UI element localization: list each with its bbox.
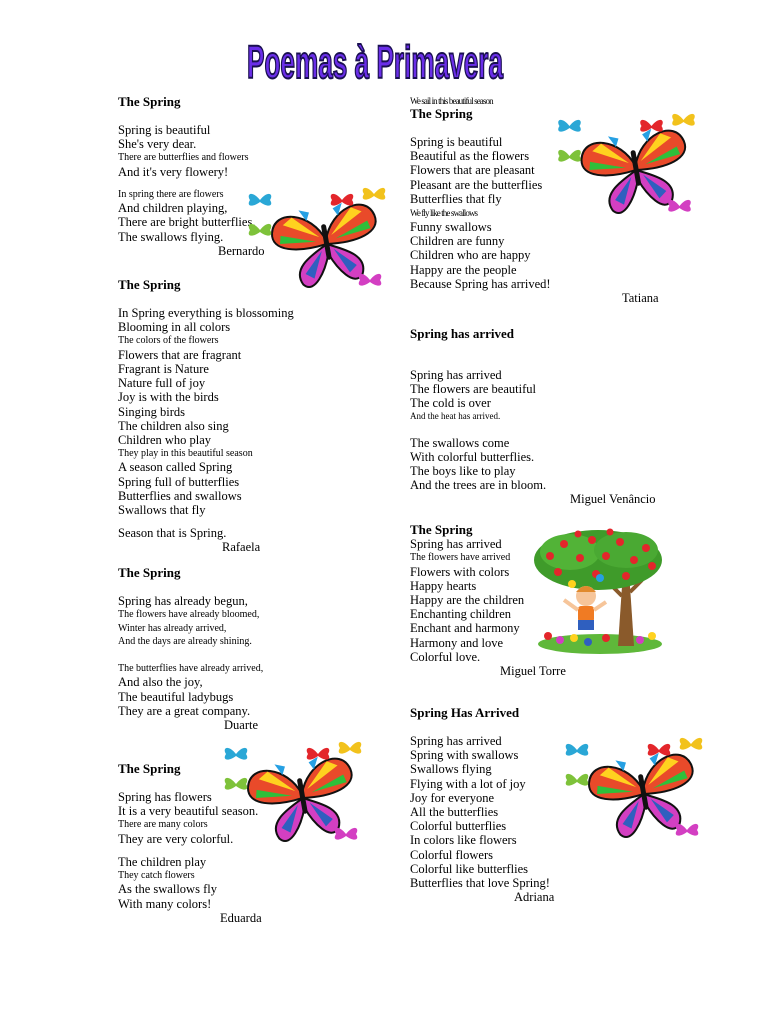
poem-line: Children are funny bbox=[410, 234, 505, 249]
poem-heading: The Spring bbox=[118, 94, 181, 109]
poem-line: Happy are the children bbox=[410, 592, 525, 607]
poem-author: Tatiana bbox=[622, 291, 659, 306]
poem-line: Season that is Spring. bbox=[118, 526, 227, 541]
poem-heading: Spring has arrived bbox=[410, 326, 515, 341]
poem-line: With colorful butterflies. bbox=[410, 449, 535, 464]
poem-line: Spring is beautiful bbox=[118, 123, 211, 137]
butterfly-cluster-3 bbox=[222, 736, 372, 848]
poem-line: They catch flowers bbox=[118, 870, 195, 882]
poem-line: Blooming in all colors bbox=[118, 320, 231, 335]
poem-line: They play in this beautiful season bbox=[118, 448, 253, 460]
poem-author: Duarte bbox=[224, 718, 259, 732]
poem-heading: The Spring bbox=[118, 565, 181, 580]
poem-line: Because Spring has arrived! bbox=[410, 276, 551, 291]
poem-line: Enchanting children bbox=[410, 607, 512, 622]
poem-line: The butterflies have already arrived, bbox=[118, 663, 264, 675]
poem-author: Eduarda bbox=[220, 910, 262, 925]
poem-line: Swallows that fly bbox=[118, 503, 206, 518]
poem-author: Adriana bbox=[514, 890, 555, 905]
poem-line: The swallows flying. bbox=[118, 229, 224, 244]
poem-line: Singing birds bbox=[118, 404, 186, 419]
poem-line: Joy is with the birds bbox=[118, 390, 219, 405]
page-title bbox=[240, 34, 510, 94]
poem-line: Spring with swallows bbox=[410, 748, 519, 763]
poem-line: We fly like the swallows bbox=[410, 208, 478, 219]
poem-preline: We sail in this beautiful season bbox=[410, 96, 493, 106]
poem-line: Flowers that are fragrant bbox=[118, 347, 242, 362]
poem-miguel-venancio bbox=[410, 327, 670, 507]
poem-line: There are butterflies and flowers bbox=[118, 152, 249, 164]
poem-line: In colors like flowers bbox=[410, 833, 517, 848]
poem-line: And the days are already shining. bbox=[118, 635, 252, 647]
poem-line: The cold is over bbox=[410, 396, 491, 411]
poem-line: The flowers have arrived bbox=[410, 552, 511, 564]
poem-line: There are many colors bbox=[118, 819, 208, 831]
poem-line: Happy hearts bbox=[410, 578, 477, 593]
poem-line: Nature full of joy bbox=[118, 376, 206, 391]
poem-heading: The Spring bbox=[410, 522, 473, 537]
poem-heading: The Spring bbox=[118, 761, 181, 776]
poem-line: As the swallows fly bbox=[118, 882, 217, 897]
poem-line: The flowers are beautiful bbox=[410, 382, 536, 397]
poem-author: Bernardo bbox=[218, 243, 265, 258]
poem-line: Winter has already arrived, bbox=[118, 622, 227, 634]
butterfly-cluster-2 bbox=[553, 108, 708, 220]
poem-line: Fragrant is Nature bbox=[118, 361, 209, 376]
poem-line: There are bright butterflies, bbox=[118, 215, 256, 230]
poem-line: Butterflies that love Spring! bbox=[410, 876, 550, 891]
poem-duarte bbox=[118, 566, 278, 732]
poem-line: Colorful like butterflies bbox=[410, 861, 529, 876]
poem-line: Colorful flowers bbox=[410, 847, 493, 862]
poem-line: Enchant and harmony bbox=[410, 621, 520, 636]
poem-author: Miguel Venâncio bbox=[570, 492, 656, 507]
poem-line: She's very dear. bbox=[118, 137, 197, 152]
poem-rafaela bbox=[118, 278, 318, 555]
poem-heading: Spring Has Arrived bbox=[410, 705, 520, 720]
poem-line: Happy are the people bbox=[410, 262, 517, 277]
poem-line: Flowers with colors bbox=[410, 564, 510, 579]
poem-line: And it's very flowery! bbox=[118, 164, 229, 179]
poem-line: Colorful butterflies bbox=[410, 819, 507, 834]
poem-line: A season called Spring bbox=[118, 460, 233, 475]
poem-line: The colors of the flowers bbox=[118, 335, 219, 347]
poem-line: Spring is beautiful bbox=[410, 135, 503, 149]
poem-line: Funny swallows bbox=[410, 220, 492, 235]
poem-line: All the butterflies bbox=[410, 805, 499, 820]
poem-author: Rafaela bbox=[222, 540, 261, 555]
poem-line: In Spring everything is blossoming bbox=[118, 306, 294, 320]
poem-line: Spring has already begun, bbox=[118, 594, 248, 608]
poem-line: The beautiful ladybugs bbox=[118, 689, 234, 704]
poem-line: The flowers have already bloomed, bbox=[118, 609, 260, 621]
page-title-art bbox=[240, 34, 510, 94]
poem-heading: The Spring bbox=[410, 106, 473, 121]
butterfly-cluster-1 bbox=[246, 182, 396, 294]
poem-line: Harmony and love bbox=[410, 635, 504, 650]
poem-line: And the heat has arrived. bbox=[410, 410, 501, 421]
butterfly-cluster-4 bbox=[563, 732, 713, 844]
poem-line: Beautiful as the flowers bbox=[410, 149, 530, 164]
poem-line: The swallows come bbox=[410, 435, 510, 450]
tree-child-illustration bbox=[530, 526, 662, 656]
poem-line: And the trees are in bloom. bbox=[410, 478, 547, 493]
poem-line: Butterflies that fly bbox=[410, 191, 502, 206]
poem-line: Flowers that are pleasant bbox=[410, 163, 535, 178]
poem-line: It is a very beautiful season. bbox=[118, 804, 259, 819]
poem-line: Children who play bbox=[118, 432, 212, 447]
poem-line: They are a great company. bbox=[118, 703, 251, 718]
poem-line: They are very colorful. bbox=[118, 831, 234, 846]
poem-line: Spring has arrived bbox=[410, 537, 502, 551]
poem-line: Butterflies and swallows bbox=[118, 488, 242, 503]
poem-line: Spring has arrived bbox=[410, 734, 502, 748]
poem-line: The boys like to play bbox=[410, 464, 516, 479]
poem-line: Joy for everyone bbox=[410, 790, 494, 805]
poem-line: Spring full of butterflies bbox=[118, 474, 240, 489]
poem-line: And children playing, bbox=[118, 201, 228, 216]
poem-line: With many colors! bbox=[118, 896, 212, 911]
poem-line: Pleasant are the butterflies bbox=[410, 177, 543, 192]
poem-heading: The Spring bbox=[118, 277, 181, 292]
poem-line: Flying with a lot of joy bbox=[410, 776, 526, 791]
poem-line: Colorful love. bbox=[410, 649, 481, 664]
poem-line: Swallows flying bbox=[410, 762, 492, 777]
page-title-text: Poemas à Primavera bbox=[247, 36, 504, 88]
poem-line: Spring has flowers bbox=[118, 790, 212, 804]
poem-line: And also the joy, bbox=[118, 675, 203, 690]
poem-line: Children who are happy bbox=[410, 248, 531, 263]
poem-author: Miguel Torre bbox=[500, 663, 566, 678]
poem-line: The children also sing bbox=[118, 418, 229, 433]
poem-line: Spring has arrived bbox=[410, 368, 502, 382]
poem-line: In spring there are flowers bbox=[118, 188, 224, 200]
poem-line: The children play bbox=[118, 854, 207, 869]
